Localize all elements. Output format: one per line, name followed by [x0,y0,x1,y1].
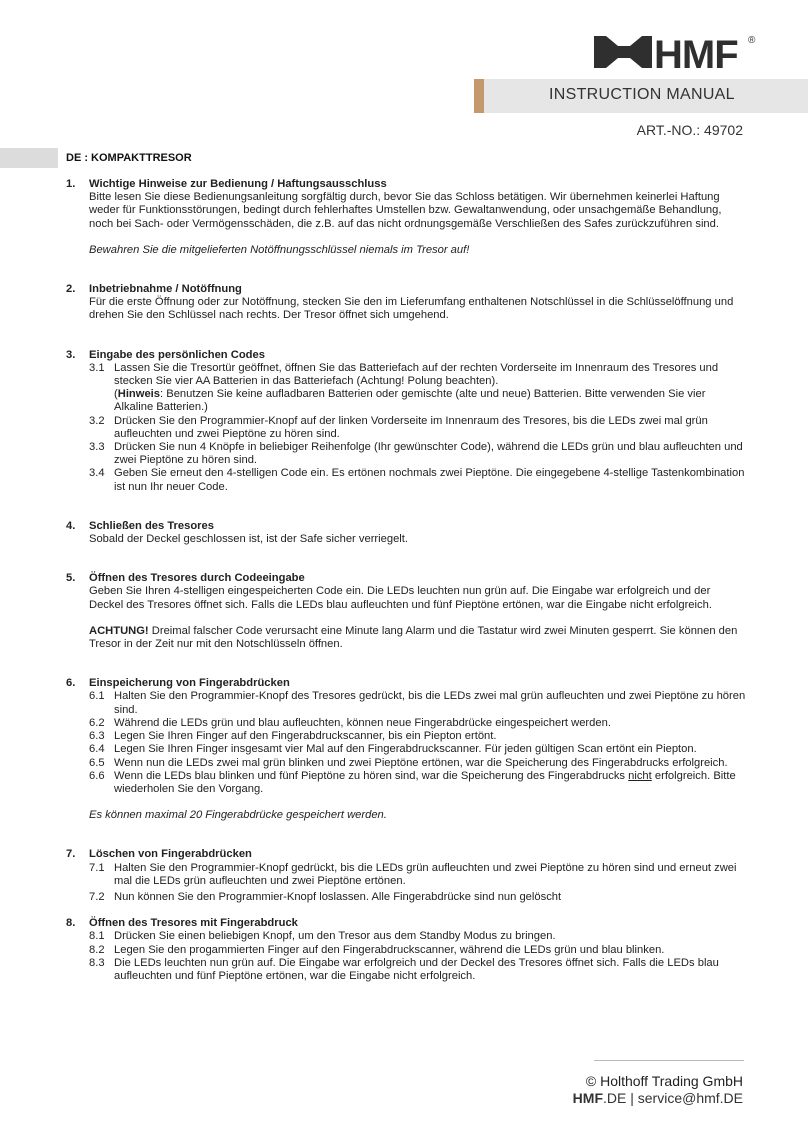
step-item [89,441,746,467]
section-number: 2. [66,283,76,296]
section-4 [66,520,746,546]
section-steps [89,690,746,796]
section-title: Wichtige Hinweise zur Bedienung / Haftungsausschluss [89,178,387,190]
section-number: 6. [66,677,76,690]
section-note: Bewahren Sie die mitgelieferten Notöffnungsschlüssel niemals im Tresor auf! [89,243,470,256]
step-number: 6.2 [89,716,105,729]
step-item [89,862,746,888]
step-item [89,415,746,441]
step-item [89,930,746,943]
step-number: 3.1 [89,361,105,374]
step-item [89,690,746,716]
step-text: Wenn die LEDs blau blinken und fünf Pieptöne zu hören sind, war die Speicherung des Fingerabdrucks [114,769,629,782]
step-number: 6.4 [89,743,105,756]
step-number: 8.3 [89,956,105,969]
step-text: Legen Sie Ihren Finger insgesamt vier Mal auf den Fingerabdruckscanner. Für jeden gültigen Scan ertönt ein Piepton. [114,743,697,756]
step-text: Nun können Sie den Programmier-Knopf loslassen. Alle Fingerabdrücke sind nun gelöscht [114,890,562,903]
step-item [89,467,746,493]
step-number: 6.3 [89,730,105,743]
footer-domain-brand: HMF [572,1090,603,1106]
step-text: Geben Sie erneut den 4-stelligen Code ein. Es ertönen nochmals zwei Pieptöne. Die eingegebene 4-stellige Tastenkombination ist nun Ihr neuer Code. [114,467,745,493]
step-item: 3.1 Lassen Sie die Tresortür geöffnet, öffnen Sie das Batteriefach auf der rechten Vorderseite im Innenraum des Tresores und stecken Sie vier AA Batterien in das Batteriefach (Achtung! Polung beachten). (Hinweis: Benutzen Sie keine aufladbaren Batterien oder gemischte (alte und neue) Batterien. Bitte verwenden Sie vier Alkaline Batterien.) [89,361,719,414]
step-text: Die LEDs leuchten nun grün auf. Die Eingabe war erfolgreich und der Deckel des Tresores öffnet sich. Falls die LEDs blau aufleuchten und fünf Pieptöne ertönen, war die Eingabe nicht erfolgreich. [114,956,719,982]
section-1 [66,178,746,257]
step-text: Legen Sie den progammierten Finger auf den Fingerabdruckscanner, während die LEDs grün und blau blinken. [114,943,665,956]
warning-label: ACHTUNG! [89,624,149,637]
step-text: Halten Sie den Programmier-Knopf des Tresores gedrückt, bis die LEDs zwei mal grün aufleuchten und zwei Pieptöne zu hören sind. [114,690,746,716]
section-number: 4. [66,519,76,532]
section-title: Löschen von Fingerabdrücken [89,848,252,861]
section-title: Schließen des Tresores [89,519,214,532]
step-item [89,743,746,756]
step-item [89,891,746,904]
step-text: Legen Sie Ihren Finger auf den Fingerabdruckscanner, bis ein Piepton ertönt. [114,730,497,743]
step-item [89,730,746,743]
section-2 [66,283,746,323]
section-number: 8. [66,917,76,930]
section-title: Einspeicherung von Fingerabdrücken [89,677,290,690]
step-text: Während die LEDs grün und blau aufleuchten, können neue Fingerabdrücke eingespeichert werden. [114,716,611,729]
manual-content [66,178,746,983]
logo-text: HMF [654,33,738,72]
step-number: 6.1 [89,690,105,703]
step-text: Drücken Sie einen beliebigen Knopf, um den Tresor aus dem Standby Modus zu bringen. [114,930,556,943]
warning-text: Dreimal falscher Code verursacht eine Minute lang Alarm und die Tastatur wird zwei Minuten gesperrt. Sie können den Tresor in der Zeit nur mit den Notschlüsseln öffnen. [89,624,738,651]
step-number: 8.2 [89,943,105,956]
step-text: Drücken Sie den Programmier-Knopf auf der linken Vorderseite im Innenraum des Tresores, bis die LEDs zwei mal grün aufleuchten und zwei Pieptöne zu hören sind. [114,414,708,440]
step-number: 6.6 [89,769,105,782]
section-paragraph: Für die erste Öffnung oder zur Notöffnung, stecken Sie den im Lieferumfang enthaltenen Notschlüssel in die Schlüsselöffnung und drehen Sie den Schlüssel nach rechts. Der Tresor öffnet sich umgehend. [89,296,734,322]
section-7 [66,848,746,904]
section-title: Inbetriebnahme / Notöffnung [89,283,242,296]
section-3 [66,349,746,494]
step-number: 7.2 [89,890,105,903]
section-title: Eingabe des persönlichen Codes [89,348,265,361]
step-text: erfolgreich. Bitte wiederholen Sie den Vorgang. [114,769,736,795]
section-number: 7. [66,848,76,861]
section-8 [66,917,746,983]
document-title: INSTRUCTION MANUAL [549,86,735,103]
footer-separator: | [630,1090,634,1106]
hmf-logo [592,32,762,72]
language-band [0,148,58,168]
step-text: Lassen Sie die Tresortür geöffnet, öffnen Sie das Batteriefach auf der rechten Vorderseite im Innenraum des Tresores und stecken Sie vier AA Batterien in das Batteriefach (Achtung! Polung beachten). [114,361,719,388]
section-number: 1. [66,178,76,190]
step-item [89,757,746,770]
section-note: Es können maximal 20 Fingerabdrücke gespeichert werden. [89,809,387,822]
section-paragraph: Bitte lesen Sie diese Bedienungsanleitung sorgfältig durch, bevor Sie das Schloss betätigen. Wir übernehmen keinerlei Haftung weder für Funktionsstörungen, bedingt durch fehlerhaftes Umstellen bzw. Gewaltanwendung, oder unsachgemäße Behandlung, noch bei Sach- oder Vermögensschäden, die z.B. auf das nicht ordnungsgemäße Verschließen des Safes zurückzuführen sind. [89,191,722,230]
section-5 [66,572,746,651]
footer-divider [594,1060,744,1061]
section-paragraph: Sobald der Deckel geschlossen ist, ist der Safe sicher verriegelt. [89,533,408,546]
language-label: DE : KOMPAKTTRESOR [66,152,192,164]
step-number: 3.2 [89,414,105,427]
section-number: 5. [66,572,76,585]
step-item [89,957,746,983]
footer-email[interactable]: service@hmf.DE [637,1090,743,1106]
step-text: Wenn nun die LEDs zwei mal grün blinken und zwei Pieptöne ertönen, war die Speicherung des Fingerabdrucks erfolgreich. [114,756,728,769]
step-number: 6.5 [89,756,105,769]
section-paragraph: Geben Sie Ihren 4-stelligen eingespeicherten Code ein. Die LEDs leuchten nun grün auf. Die Eingabe war erfolgreich und der Deckel des Tresores öffnet sich. Falls die LEDs blau aufleuchten und fünf Pieptöne ertönen, war die Eingabe nicht erfolgreich. [89,585,712,611]
header-accent-stripe [474,79,484,113]
step-number: 8.1 [89,930,105,943]
step-item [89,944,746,957]
section-steps [89,862,746,905]
step-number: 3.4 [89,467,105,480]
hint-text: : Benutzen Sie keine aufladbaren Batterien oder gemischte (alte und neue) Batterien. Bitte verwenden Sie vier Alkaline Batterien.) [114,388,706,414]
step-item [89,770,746,796]
footer-contact [573,1090,743,1106]
step-text: Drücken Sie nun 4 Knöpfe in beliebiger Reihenfolge (Ihr gewünschter Code), während die LEDs grün und blau aufleuchten und zwei Pieptöne zu hören sind. [114,441,743,467]
section-6 [66,677,746,822]
warning-paragraph [89,625,746,651]
hint-label: Hinweis [117,388,161,401]
footer-domain-tld: .DE [603,1090,627,1106]
section-number: 3. [66,348,76,361]
footer-company: © Holthoff Trading GmbH [585,1073,743,1089]
step-emphasis: nicht [628,769,652,782]
section-title: Öffnen des Tresores mit Fingerabdruck [89,917,298,930]
step-number: 3.3 [89,441,105,454]
step-text: Halten Sie den Programmier-Knopf gedrückt, bis die LEDs grün aufleuchten und zwei Pieptöne zu hören sind und erneut zwei mal die LEDs grün aufleuchten und zwei Pieptöne ertönen. [114,861,737,887]
section-title: Öffnen des Tresores durch Codeeingabe [89,572,305,585]
step-number: 7.1 [89,861,105,874]
registered-mark: ® [748,35,756,46]
section-steps [89,362,746,494]
step-item [89,717,746,730]
section-steps [89,930,746,983]
article-number: ART.-NO.: 49702 [636,122,743,138]
logo-emblem-icon [594,36,652,68]
